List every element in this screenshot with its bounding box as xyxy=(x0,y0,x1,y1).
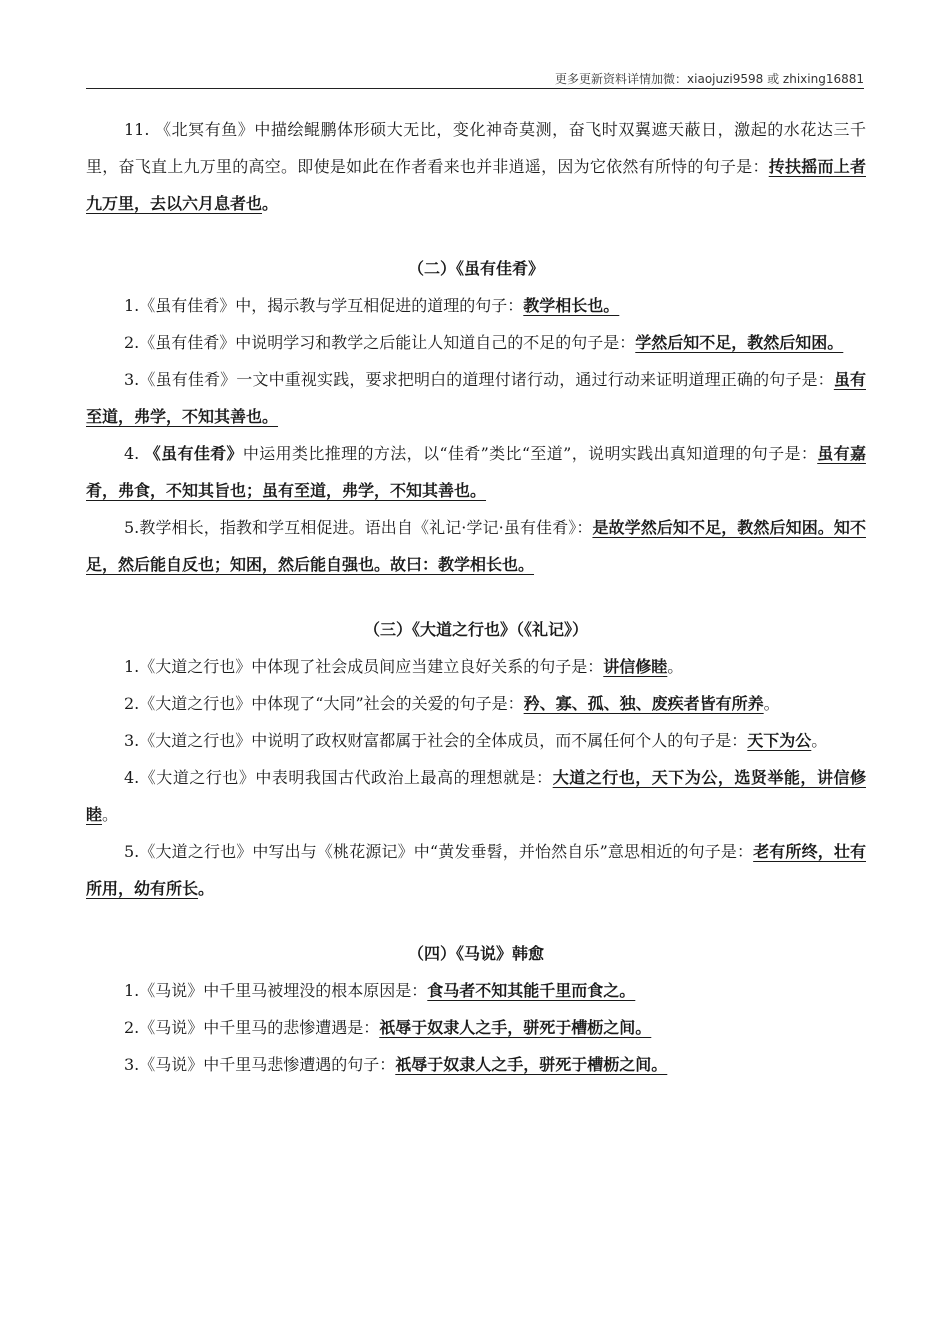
answer: 祇辱于奴隶人之手，骈死于槽枥之间。 xyxy=(379,1018,652,1037)
question-text: 3.《马说》中千里马悲惨遭遇的句子： xyxy=(124,1055,396,1074)
question-text: 2.《大道之行也》中体现了“大同”社会的关爱的句子是： xyxy=(124,694,524,713)
question-text: 3.《虽有佳肴》一文中重视实践，要求把明白的道理付诸行动，通过行动来证明道理正确的句子是： xyxy=(124,370,834,389)
document-body xyxy=(86,111,866,1083)
sec3-item-4 xyxy=(86,759,866,833)
sec2-item-3 xyxy=(86,361,866,435)
answer: 天下为公 xyxy=(747,731,812,750)
answer-tail: 。 xyxy=(198,879,215,898)
answer: 矜、寡、孤、独、废疾者皆有所养 xyxy=(523,694,764,713)
question-11 xyxy=(86,111,866,222)
sec2-item-1 xyxy=(86,287,866,324)
sec4-item-1 xyxy=(86,972,866,1009)
question-text: 4.《大道之行也》中表明我国古代政治上最高的理想就是： xyxy=(124,768,553,787)
answer: 祇辱于奴隶人之手，骈死于槽枥之间。 xyxy=(395,1055,668,1074)
sec2-item-4 xyxy=(86,435,866,509)
sec4-item-2 xyxy=(86,1009,866,1046)
answer-tail: 。 xyxy=(102,805,119,824)
question-lead: 4. xyxy=(124,444,145,463)
answer: 大道之行也，天下为公，选贤举能，讲信修睦 xyxy=(86,768,866,824)
answer: 老有所终，壮有所用，幼有所长 xyxy=(86,842,866,898)
answer-tail: 。 xyxy=(811,731,828,750)
answer-tail: 。 xyxy=(763,694,780,713)
question-text: 5.教学相长，指教和学互相促进。语出自《礼记·学记·虽有佳肴》： xyxy=(124,518,593,537)
question-text: 5.《大道之行也》中写出与《桃花源记》中“黄发垂髫，并怡然自乐”意思相近的句子是： xyxy=(124,842,754,861)
section-title-4: （四）《马说》韩愈 xyxy=(407,944,544,963)
sec4-item-3 xyxy=(86,1046,866,1083)
sec2-item-5 xyxy=(86,509,866,583)
sec3-item-5 xyxy=(86,833,866,907)
question-text: 中运用类比推理的方法，以“佳肴”类比“至道”，说明实践出真知道理的句子是： xyxy=(242,444,818,463)
answer: 抟扶摇而上者九万里，去以六月息者也 xyxy=(86,157,866,213)
answer: 学然后知不足，教然后知困。 xyxy=(635,333,844,352)
question-text: 2.《马说》中千里马的悲惨遭遇是： xyxy=(124,1018,380,1037)
sec3-item-1 xyxy=(86,648,866,685)
question-text: 1.《大道之行也》中体现了社会成员间应当建立良好关系的句子是： xyxy=(124,657,604,676)
question-text: 1.《虽有佳肴》中，揭示教与学互相促进的道理的句子： xyxy=(124,296,524,315)
question-text: 11. 《北冥有鱼》中描绘鲲鹏体形硕大无比，变化神奇莫测，奋飞时双翼遮天蔽日，激起的水花达三千里，奋飞直上九万里的高空。即使是如此在作者看来也并非逍遥，因为它依然有所恃的句子是： xyxy=(86,120,866,176)
sec3-item-3 xyxy=(86,722,866,759)
answer: 食马者不知其能千里而食之。 xyxy=(427,981,636,1000)
header-text: 更多更新资料详情加微：xiaojuzi9598 或 zhixing16881 xyxy=(555,72,864,86)
section-title-2: （二）《虽有佳肴》 xyxy=(407,259,544,278)
question-text: 1.《马说》中千里马被埋没的根本原因是： xyxy=(124,981,428,1000)
answer: 教学相长也。 xyxy=(523,296,620,315)
answer-tail: 。 xyxy=(262,194,279,213)
answer: 虽有嘉肴，弗食，不知其旨也；虽有至道，弗学，不知其善也。 xyxy=(86,444,866,500)
question-text: 3.《大道之行也》中说明了政权财富都属于社会的全体成员，而不属任何个人的句子是： xyxy=(124,731,748,750)
answer-tail: 。 xyxy=(667,657,684,676)
answer: 是故学然后知不足，教然后知困。知不足，然后能自反也；知困，然后能自强也。故曰：教学相长也。 xyxy=(86,518,866,574)
question-bold-title: 《虽有佳肴》 xyxy=(144,444,243,463)
sec2-item-2 xyxy=(86,324,866,361)
sec3-item-2 xyxy=(86,685,866,722)
answer: 虽有至道，弗学，不知其善也。 xyxy=(86,370,866,426)
answer: 讲信修睦 xyxy=(603,657,668,676)
section-title-3: （三）《大道之行也》（《礼记》） xyxy=(363,620,588,639)
page-header xyxy=(86,64,864,89)
question-text: 2.《虽有佳肴》中说明学习和教学之后能让人知道自己的不足的句子是： xyxy=(124,333,636,352)
